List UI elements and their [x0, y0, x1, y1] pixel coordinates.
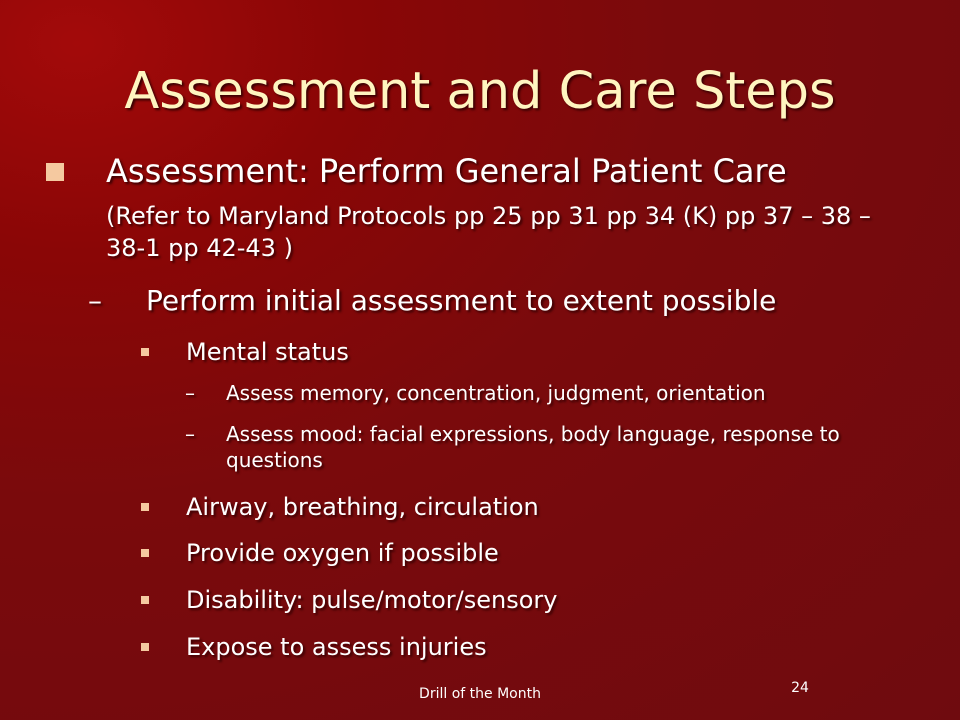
slide-title: Assessment and Care Steps: [124, 62, 836, 121]
small-square-bullet-icon: [141, 549, 149, 557]
bullet-initial-assessment: Perform initial assessment to extent possible: [146, 284, 777, 317]
protocol-reference: (Refer to Maryland Protocols pp 25 pp 31 pp 34 (K) pp 37 – 38 – 38-1 pp 42-43 ): [106, 202, 871, 262]
bullet-abc: Airway, breathing, circulation: [186, 493, 539, 521]
bullet-oxygen: Provide oxygen if possible: [186, 539, 499, 567]
page-number: 24: [791, 680, 809, 696]
small-square-bullet-icon: [141, 503, 149, 511]
bullet-disability: Disability: pulse/motor/sensory: [186, 586, 558, 614]
dash-bullet-icon: –: [88, 284, 102, 317]
bullet-assessment: Assessment: Perform General Patient Care: [106, 152, 787, 190]
bullet-expose: Expose to assess injuries: [186, 633, 487, 661]
bullet-mental-status: Mental status: [186, 338, 349, 366]
bullet-assess-memory: Assess memory, concentration, judgment, orientation: [226, 381, 766, 405]
slide-footer: Drill of the Month: [419, 686, 541, 702]
dash-bullet-icon: –: [185, 381, 195, 405]
bullet-assess-mood: Assess mood: facial expressions, body language, response to questions: [226, 422, 840, 472]
square-bullet-icon: [46, 163, 64, 181]
small-square-bullet-icon: [141, 596, 149, 604]
dash-bullet-icon: –: [185, 422, 195, 446]
small-square-bullet-icon: [141, 643, 149, 651]
small-square-bullet-icon: [141, 348, 149, 356]
